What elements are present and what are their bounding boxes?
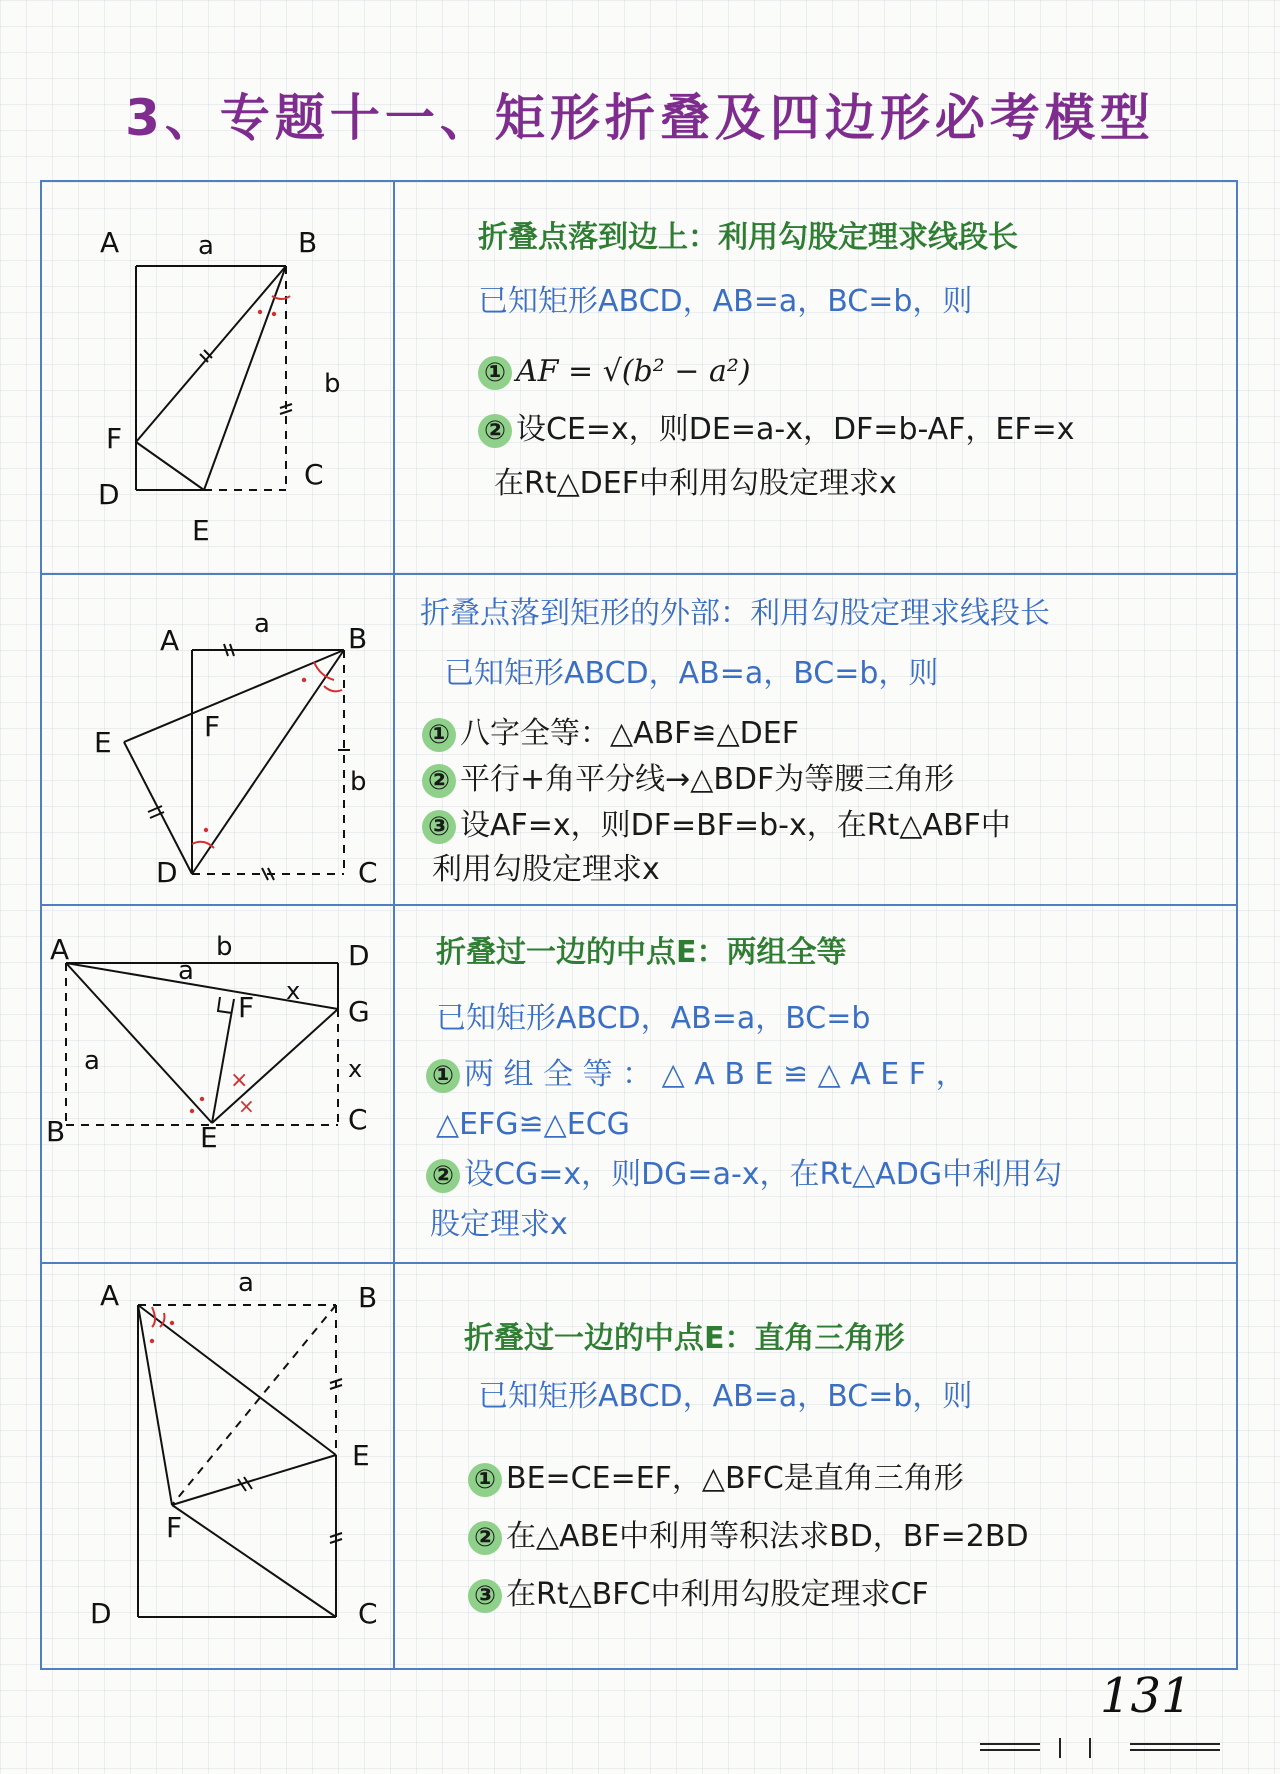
step-text: 八字全等：△ABF≌△DEF [460, 716, 799, 751]
label-a: a [178, 956, 194, 986]
section-heading: 折叠过一边的中点E：直角三角形 [464, 1321, 905, 1356]
label-F: F [204, 710, 221, 743]
figure-fold-outside [42, 576, 392, 902]
section-fold-midpoint-congruent [400, 907, 1236, 1260]
step-text: 设AF=x，则DF=BF=b-x，在Rt△ABF中 [460, 808, 1011, 843]
label-D: D [90, 1597, 112, 1630]
label-F: F [238, 991, 255, 1024]
step-1 [426, 1057, 966, 1093]
label-a: a [198, 231, 214, 261]
given-text: 已知矩形ABCD，AB=a，BC=b，则 [478, 284, 973, 319]
section-heading: 折叠过一边的中点E：两组全等 [436, 935, 847, 970]
label-E: E [352, 1439, 370, 1472]
step-number: ① [426, 1059, 460, 1093]
label-x: x [286, 977, 301, 1005]
label-D: D [98, 478, 120, 511]
step-number: ① [478, 356, 512, 390]
row-divider [40, 1262, 1238, 1264]
row-divider [40, 904, 1238, 906]
label-A: A [160, 624, 180, 657]
step-text: AF = √(b² − a²) [516, 354, 751, 389]
label-b: b [350, 767, 367, 797]
pen-scribble [980, 1736, 1240, 1760]
step-2-continued: 股定理求x [430, 1207, 568, 1242]
label-a: a [238, 1268, 254, 1298]
label-E: E [94, 726, 112, 759]
step-text: BE=CE=EF，△BFC是直角三角形 [506, 1461, 964, 1496]
step-number: ① [468, 1463, 502, 1497]
label-C: C [358, 856, 378, 889]
step-1 [468, 1461, 964, 1497]
given-text: 已知矩形ABCD，AB=a，BC=b [436, 1001, 871, 1036]
step-text: 在△ABE中利用等积法求BD，BF=2BD [506, 1519, 1029, 1554]
step-text: 在Rt△BFC中利用勾股定理求CF [506, 1577, 929, 1612]
step-1-continued: △EFG≌△ECG [436, 1107, 630, 1142]
step-number: ② [422, 764, 456, 798]
label-F: F [166, 1511, 183, 1544]
label-A: A [100, 226, 120, 259]
step-3 [422, 808, 1011, 844]
step-3 [468, 1577, 929, 1613]
label-D: D [156, 856, 178, 889]
step-number: ③ [468, 1579, 502, 1613]
page-number: 131 [1100, 1668, 1192, 1724]
step-number: ② [478, 414, 512, 448]
given-text: 已知矩形ABCD，AB=a，BC=b，则 [444, 656, 939, 691]
label-D: D [348, 939, 370, 972]
label-a: a [84, 1046, 100, 1076]
row-divider [40, 573, 1238, 575]
svg-text:×: × [230, 1068, 249, 1093]
label-G: G [348, 995, 370, 1028]
figure-fold-on-edge [42, 184, 392, 570]
label-B: B [348, 622, 368, 655]
section-fold-midpoint-right-triangle [400, 1265, 1236, 1667]
step-2-continued: 在Rt△DEF中利用勾股定理求x [494, 466, 897, 501]
label-B: B [46, 1115, 66, 1148]
step-number: ③ [422, 810, 456, 844]
page-title: 3、专题十一、矩形折叠及四边形必考模型 [125, 89, 1155, 147]
label-b: b [324, 369, 341, 399]
label-E: E [200, 1121, 218, 1154]
label-C: C [358, 1597, 378, 1630]
label-E: E [192, 514, 210, 547]
given-text: 已知矩形ABCD，AB=a，BC=b，则 [478, 1379, 973, 1414]
label-x: x [348, 1055, 363, 1083]
figure-fold-midpoint-congruent [42, 907, 392, 1260]
label-B: B [298, 226, 318, 259]
label-b: b [216, 932, 233, 962]
section-heading: 折叠点落到边上：利用勾股定理求线段长 [478, 220, 1018, 255]
step-1 [478, 354, 751, 390]
label-a: a [254, 609, 270, 639]
step-3-continued: 利用勾股定理求x [432, 852, 660, 887]
label-F: F [106, 422, 123, 455]
label-B: B [358, 1281, 378, 1314]
step-2 [468, 1519, 1029, 1555]
label-A: A [100, 1279, 120, 1312]
label-C: C [304, 458, 324, 491]
label-A: A [50, 933, 70, 966]
step-number: ① [422, 718, 456, 752]
step-number: ② [468, 1521, 502, 1555]
step-1 [422, 716, 799, 752]
section-fold-on-edge [400, 184, 1236, 570]
section-fold-outside [400, 576, 1236, 902]
step-text: 平行+角平分线→△BDF为等腰三角形 [460, 762, 955, 797]
label-C: C [348, 1103, 368, 1136]
step-2 [478, 412, 1075, 448]
column-divider [393, 180, 395, 1670]
step-text: 设CE=x，则DE=a-x，DF=b-AF，EF=x [516, 412, 1075, 447]
step-text: 设CG=x，则DG=a-x，在Rt△ADG中利用勾 [464, 1157, 1063, 1192]
figure-fold-midpoint-right-triangle [42, 1265, 392, 1667]
step-number: ② [426, 1159, 460, 1193]
section-heading: 折叠点落到矩形的外部：利用勾股定理求线段长 [420, 596, 1050, 631]
svg-text:×: × [238, 1094, 255, 1118]
step-2 [426, 1157, 1062, 1193]
step-2 [422, 762, 954, 798]
step-text: 两 组 全 等 ： △ A B E ≌ △ A E F ， [464, 1057, 966, 1092]
